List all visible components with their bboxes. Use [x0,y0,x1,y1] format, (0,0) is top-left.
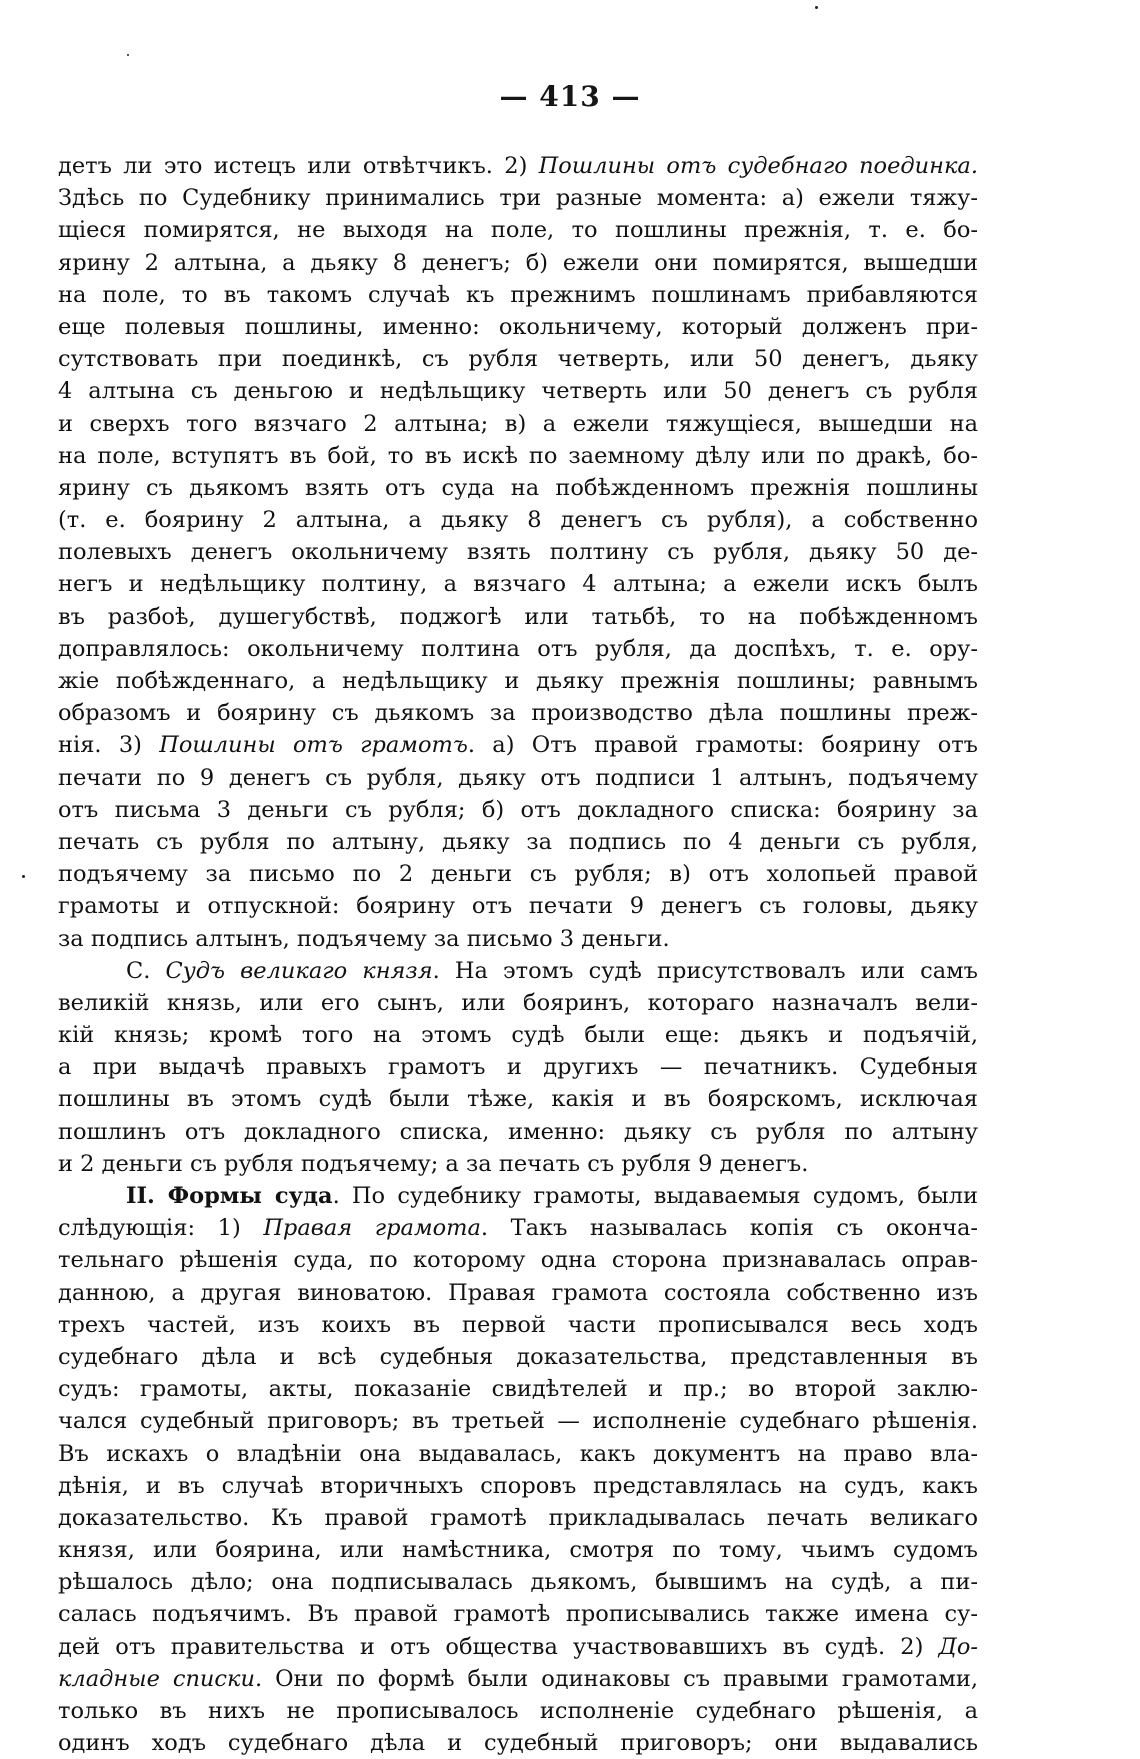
text-line [58,697,978,729]
text-line [58,762,978,794]
text-span: . Такъ называлась копія съ оконча- [480,1215,978,1242]
text-line [58,1083,978,1115]
text-span: дѣнія, и въ случаѣ вторичныхъ споровъ представлялась на судъ, какъ [58,1472,978,1499]
text-span: дей отъ правительства и отъ общества участвовавшихъ въ судѣ. 2) [58,1633,939,1660]
text-line [58,1470,978,1502]
text-span: судебнаго дѣла и всѣ судебныя доказательства, представленныя въ [58,1343,978,1370]
text-span: судъ: грамоты, акты, показаніе свидѣтелей и пр.; во второй заклю- [58,1376,978,1403]
text-line [58,1212,978,1244]
text-line [58,665,978,697]
text-span: трехъ частей, изъ коихъ въ первой части прописывался весь ходъ [58,1311,978,1338]
text-line [58,1373,978,1405]
text-line [58,1051,978,1083]
text-line [58,1309,978,1341]
text-line [58,214,978,246]
text-line [58,1116,978,1148]
text-span: Въ искахъ о владѣніи она выдавалась, какъ документъ на право вла- [58,1440,978,1467]
text-span: на поле, вступятъ въ бой, то въ искѣ по заемному дѣлу или по дракѣ, бо- [58,442,978,469]
text-line [58,311,978,343]
text-span: (т. е. боярину 2 алтына, а дьяку 8 денегъ съ рубля), а собственно [58,507,978,534]
text-line [58,408,978,440]
text-span: и 2 деньги съ рубля подъячему; а за печать съ рубля 9 денегъ. [58,1150,809,1177]
text-span: негъ и недѣльщику полтину, а вязчаго 4 алтына; а ежели искъ былъ [58,571,978,598]
text-span: . Они по формѣ были одинаковы съ правыми грамотами, [254,1665,978,1692]
text-line [58,1534,978,1566]
text-line [58,858,978,890]
text-line [58,247,978,279]
text-line [58,1244,978,1276]
text-line [58,150,978,182]
text-span: нія. 3) [58,732,160,759]
text-line [58,1695,978,1727]
italic-text: кладные списки [58,1665,255,1692]
text-span: . По судебнику грамоты, выдаваемыя судомъ, были [332,1183,978,1209]
text-span: одинъ ходъ судебнаго дѣла и судебный приговоръ; они выдавались [58,1730,978,1757]
text-span: только въ нихъ не прописывалось исполненіе судебнаго рѣшенія, а [58,1698,978,1724]
text-span: детъ ли это истецъ или отвѣтчикъ. 2) [58,153,539,179]
text-span: С. [126,957,166,984]
text-line [58,1180,978,1212]
text-line [58,568,978,600]
text-span: за подпись алтынъ, подъячему за письмо 3 деньги. [58,925,670,952]
text-span: печать съ рубля по алтыну, дьяку за подпись по 4 деньги съ рубля, [58,828,978,855]
text-span: подъячему за письмо по 2 деньги съ рубля; в) отъ холопьей правой [58,861,978,888]
text-span: и сверхъ того вязчаго 2 алтына; в) а ежели тяжущіеся, вышедши на [58,410,978,437]
text-line [58,1502,978,1534]
text-line [58,729,978,761]
text-span: чался судебный приговоръ; въ третьей — исполненіе судебнаго рѣшенія. [58,1408,978,1435]
text-span: . а) Отъ правой грамоты: боярину отъ [467,732,978,759]
text-line [58,1019,978,1051]
text-span: еще полевыя пошлины, именно: окольничему, который долженъ при- [58,313,978,340]
text-span: на поле, то въ такомъ случаѣ къ прежнимъ пошлинамъ прибавляются [58,281,978,308]
text-span: салась подъячимъ. Въ правой грамотѣ прописывались также имена су- [58,1601,978,1628]
text-line [58,1277,978,1309]
text-line [58,504,978,536]
text-line [58,987,978,1019]
text-line [58,182,978,214]
text-span: ярину съ дьякомъ взять отъ суда на побѣжденномъ прежнія пошлины [58,474,978,501]
text-span: а при выдачѣ правыхъ грамотъ и другихъ — печатникъ. Судебныя [58,1054,978,1081]
text-line [58,794,978,826]
text-span: пошлины въ этомъ судѣ были тѣже, какія и въ боярскомъ, исключая [58,1086,978,1113]
italic-text: Правая грамота [263,1215,481,1242]
text-line [58,1598,978,1630]
text-line [58,826,978,858]
text-line [58,1727,978,1759]
text-line [58,343,978,375]
text-line [58,279,978,311]
italic-text: Судъ великаго князя [165,957,433,984]
text-line [58,1663,978,1695]
text-span: тельнаго рѣшенія суда, по которому одна сторона признавалась оправ- [58,1247,978,1274]
italic-text: Пошлины отъ грамотъ [159,732,468,759]
text-span: великій князь, или его сынъ, или бояринъ, котораго назначалъ вели- [58,989,978,1016]
text-span: въ разбоѣ, душегубствѣ, поджогѣ или татьбѣ, то на побѣжденномъ [58,603,978,630]
text-line [58,1405,978,1437]
text-span: слѣдующія: 1) [58,1215,264,1242]
text-span: рѣшалось дѣло; она подписывалась дьякомъ, бывшимъ на судѣ, а пи- [58,1569,978,1596]
text-span: жіе побѣжденнаго, а недѣльщику и дьяку прежнія пошлины; равнымъ [58,668,978,694]
text-line [58,536,978,568]
text-line [58,1148,978,1180]
text-span: пошлинъ отъ докладного списка, именно: дьяку съ рубля по алтыну [58,1118,978,1145]
text-line [58,472,978,504]
text-span: грамоты и отпускной: боярину отъ печати 9 денегъ съ головы, дьяку [58,893,978,920]
text-span: сутствовать при поединкѣ, съ рубля четверть, или 50 денегъ, дьяку [58,346,978,373]
text-span: образомъ и боярину съ дьякомъ за производство дѣла пошлины преж- [58,700,978,727]
text-span: . На этомъ судѣ присутствовалъ или самъ [432,957,978,984]
italic-text: Пошлины отъ судебнаго поединка. [538,153,978,179]
text-span: отъ письма 3 деньги съ рубля; б) отъ докладного списка: боярину за [58,796,978,823]
text-span: 4 алтына съ деньгою и недѣльщику четверть или 50 денегъ съ рубля [58,378,978,405]
text-span: князя, или боярина, или намѣстника, смотря по тому, чьимъ судомъ [58,1537,978,1564]
text-span: ярину 2 алтына, а дьяку 8 денегъ; б) ежели они помирятся, вышедши [58,249,978,276]
text-line [58,601,978,633]
text-line [58,923,978,955]
text-span: данною, а другая виноватою. Правая грамота состояла собственно изъ [58,1279,978,1306]
page-number: — 413 — [499,80,641,113]
body-text [58,150,978,1759]
text-line [58,1631,978,1663]
italic-text: До- [938,1633,978,1660]
text-line [58,440,978,472]
text-span: доправлялось: окольничему полтина отъ рубля, да доспѣхъ, т. е. ору- [58,635,978,662]
text-line [58,890,978,922]
text-line [58,375,978,407]
bold-text: Формы суда [167,1183,333,1209]
bold-text: II. [126,1183,168,1209]
text-span: Здѣсь по Судебнику принимались три разные момента: а) ежели тяжу- [58,185,978,212]
text-line [58,1341,978,1373]
text-line [58,1438,978,1470]
text-line [58,955,978,987]
text-span: щіеся помирятся, не выходя на поле, то пошлины прежнія, т. е. бо- [58,217,978,244]
text-line [58,633,978,665]
text-span: печати по 9 денегъ съ рубля, дьяку отъ подписи 1 алтынъ, подъячему [58,764,978,791]
text-span: полевыхъ денегъ окольничему взять полтину съ рубля, дьяку 50 де- [58,539,978,566]
text-line [58,1566,978,1598]
text-span: доказательство. Къ правой грамотѣ прикладывалась печать великаго [58,1504,978,1531]
text-span: кій князь; кромѣ того на этомъ судѣ были еще: дьякъ и подъячій, [58,1022,978,1049]
